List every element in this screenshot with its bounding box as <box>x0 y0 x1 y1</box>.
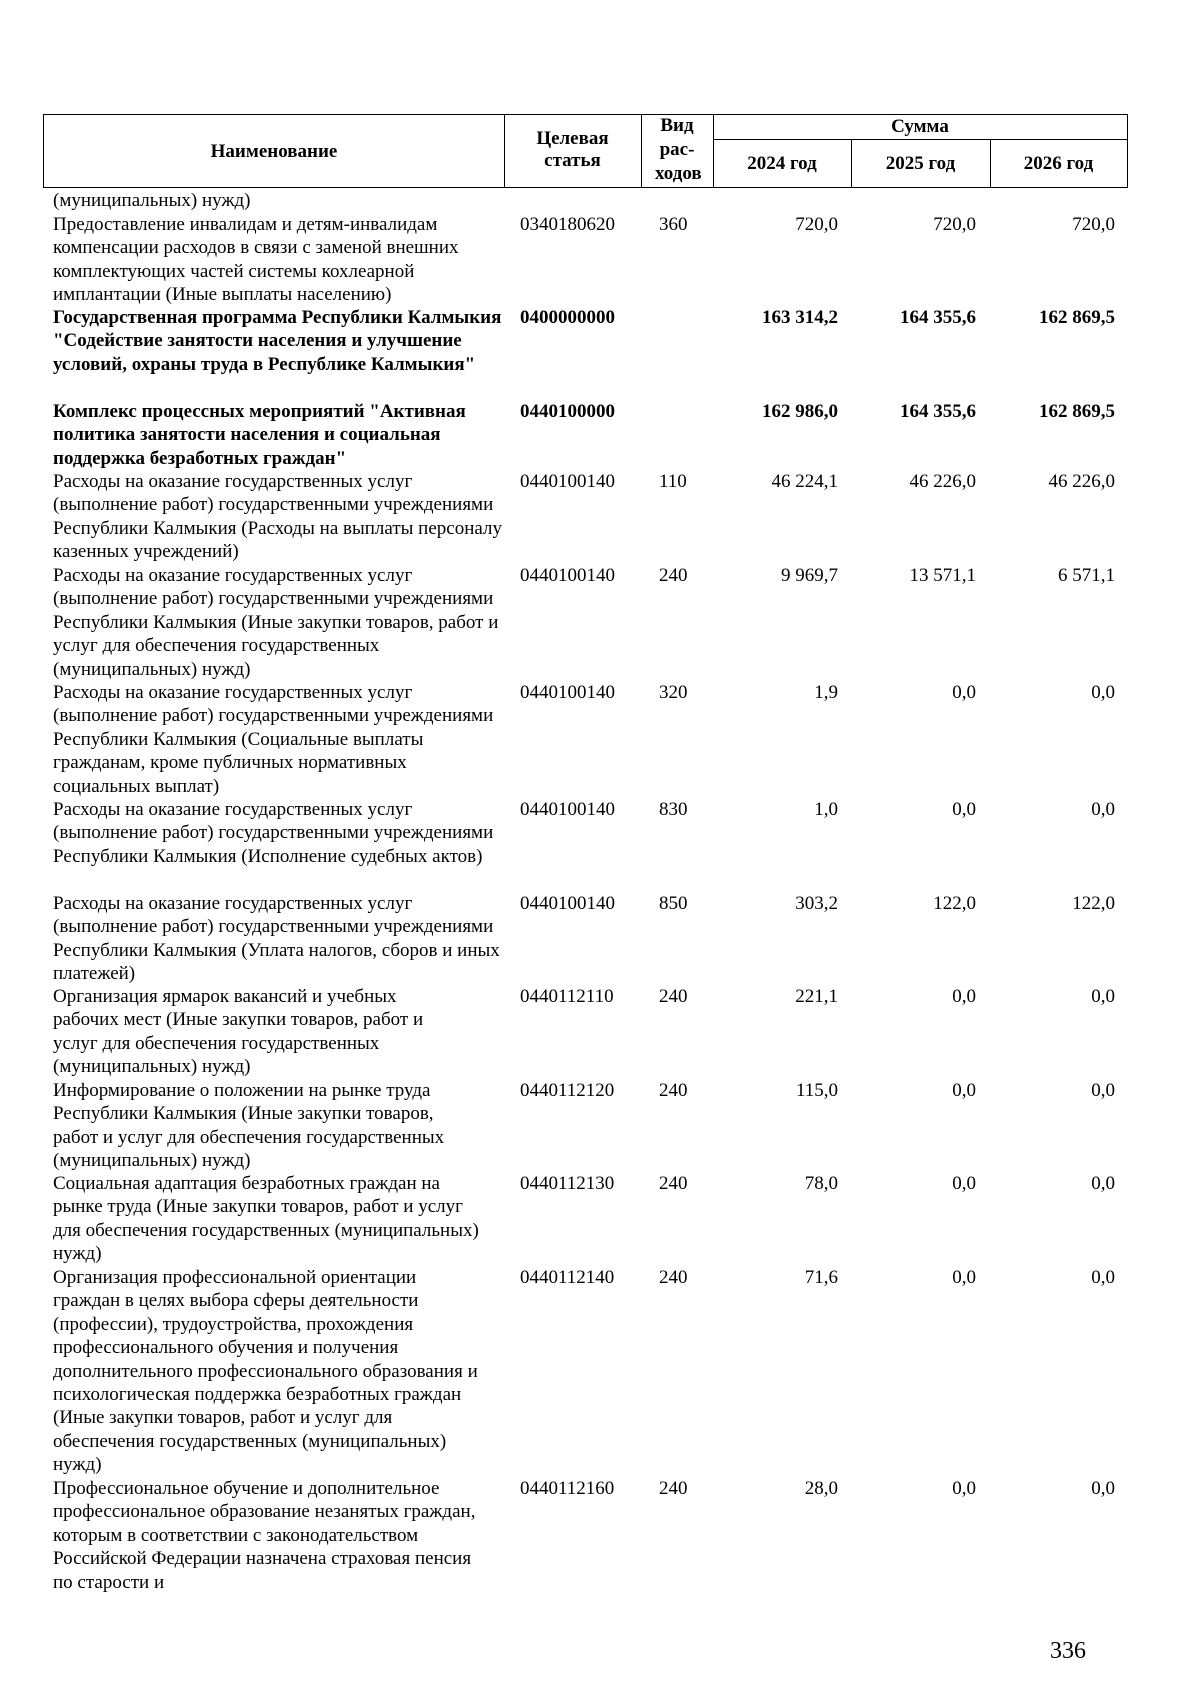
row-name: Организация профессиональной ориентации граждан в целях выбора сферы деятельности (профессии), трудоустройства, прохождения профессионального обучения и получения дополнительного профессионального образования и психологическая поддержка безработных граждан (Иные закупки товаров, работ и услуг для обеспечения государственных (муниципальных) нужд) <box>53 1267 478 1476</box>
row-name: (муниципальных) нужд) <box>53 190 251 211</box>
row-expense-type: 830 <box>659 799 688 820</box>
row-name: Расходы на оказание государственных услуг (выполнение работ) государственными учреждениями Республики Калмыкия (Расходы на выплаты персоналу казенных учреждений) <box>53 471 502 563</box>
row-name: Государственная программа Республики Калмыкия "Содействие занятости населения и улучшение условий, охраны труда в Республике Калмыкия" <box>53 307 502 375</box>
row-sum-2026: 162 869,5 <box>1039 401 1115 422</box>
row-expense-type: 240 <box>659 1478 688 1499</box>
row-sum-2024: 71,6 <box>804 1267 838 1288</box>
row-sum-2024: 163 314,2 <box>762 307 838 328</box>
row-sum-2025: 164 355,6 <box>900 307 976 328</box>
header-expense-type: Вид рас-ходов <box>655 115 702 184</box>
row-sum-2024: 1,0 <box>814 799 838 820</box>
row-sum-2026: 0,0 <box>1091 799 1115 820</box>
row-sum-2026: 46 226,0 <box>1048 471 1115 492</box>
row-code: 0440112120 <box>520 1080 615 1101</box>
header-sum: Сумма <box>891 116 949 137</box>
row-code: 0440112140 <box>520 1267 615 1288</box>
row-name: Социальная адаптация безработных граждан на рынке труда (Иные закупки товаров, работ и услуг для обеспечения государственных (муниципальных) нужд) <box>53 1173 479 1265</box>
row-expense-type: 320 <box>659 682 688 703</box>
row-name: Информирование о положении на рынке труда Республики Калмыкия (Иные закупки товаров, работ и услуг для обеспечения государственных (муниципальных) нужд) <box>53 1080 445 1172</box>
table-header <box>43 114 1128 188</box>
row-sum-2024: 221,1 <box>795 986 838 1007</box>
row-sum-2025: 164 355,6 <box>900 401 976 422</box>
header-target-article: Целевая статья <box>536 128 609 171</box>
row-expense-type: 360 <box>659 214 688 235</box>
row-expense-type: 240 <box>659 1267 688 1288</box>
header-year-2025: 2025 год <box>885 153 956 174</box>
row-name: Предоставление инвалидам и детям-инвалидам компенсации расходов в связи с заменой внешних комплектующих частей системы кохлеарной имплантации (Иные выплаты населению) <box>53 214 459 306</box>
row-sum-2024: 46 224,1 <box>771 471 838 492</box>
row-sum-2024: 9 969,7 <box>781 565 838 586</box>
row-code: 0440100140 <box>520 565 615 586</box>
row-code: 0440100140 <box>520 799 615 820</box>
row-sum-2025: 0,0 <box>952 986 976 1007</box>
row-sum-2024: 28,0 <box>804 1478 838 1499</box>
row-code: 0440100000 <box>520 401 615 422</box>
row-expense-type: 240 <box>659 1080 688 1101</box>
row-sum-2026: 0,0 <box>1091 682 1115 703</box>
row-name: Расходы на оказание государственных услуг (выполнение работ) государственными учреждениями Республики Калмыкия (Иные закупки товаров, работ и услуг для обеспечения государственных (муниципальных) нужд) <box>53 565 499 680</box>
row-name: Комплекс процессных мероприятий "Активная политика занятости населения и социальная поддержка безработных граждан" <box>53 401 466 469</box>
row-expense-type: 240 <box>659 565 688 586</box>
row-sum-2024: 115,0 <box>795 1080 838 1101</box>
row-code: 0400000000 <box>520 307 615 328</box>
row-sum-2025: 720,0 <box>933 214 976 235</box>
row-name: Организация ярмарок вакансий и учебных рабочих мест (Иные закупки товаров, работ и услуг для обеспечения государственных (муниципальных) нужд) <box>53 986 424 1078</box>
row-sum-2025: 0,0 <box>952 1267 976 1288</box>
header-name: Наименование <box>210 141 338 162</box>
row-sum-2025: 0,0 <box>952 1173 976 1194</box>
row-sum-2025: 122,0 <box>933 893 976 914</box>
row-sum-2026: 0,0 <box>1091 1173 1115 1194</box>
row-sum-2024: 78,0 <box>804 1173 838 1194</box>
row-expense-type: 850 <box>659 893 688 914</box>
row-sum-2024: 162 986,0 <box>762 401 838 422</box>
row-name: Расходы на оказание государственных услуг (выполнение работ) государственными учреждениями Республики Калмыкия (Социальные выплаты гражданам, кроме публичных нормативных социальных выплат) <box>53 682 494 797</box>
row-sum-2024: 303,2 <box>795 893 838 914</box>
row-sum-2026: 0,0 <box>1091 1478 1115 1499</box>
row-sum-2025: 0,0 <box>952 799 976 820</box>
row-sum-2024: 1,9 <box>814 682 838 703</box>
row-name: Расходы на оказание государственных услуг (выполнение работ) государственными учреждениями Республики Калмыкия (Исполнение судебных актов) <box>53 799 494 867</box>
row-sum-2024: 720,0 <box>795 214 838 235</box>
row-sum-2025: 13 571,1 <box>909 565 976 586</box>
row-expense-type: 240 <box>659 986 688 1007</box>
row-expense-type: 240 <box>659 1173 688 1194</box>
row-sum-2026: 0,0 <box>1091 986 1115 1007</box>
header-divider <box>713 139 1127 140</box>
row-code: 0440112130 <box>520 1173 615 1194</box>
header-year-2026: 2026 год <box>1023 153 1094 174</box>
row-code: 0440100140 <box>520 471 615 492</box>
row-sum-2025: 46 226,0 <box>909 471 976 492</box>
row-name: Расходы на оказание государственных услуг (выполнение работ) государственными учреждениями Республики Калмыкия (Уплата налогов, сборов и иных платежей) <box>53 893 500 985</box>
row-sum-2026: 720,0 <box>1072 214 1115 235</box>
row-sum-2025: 0,0 <box>952 1080 976 1101</box>
row-sum-2026: 6 571,1 <box>1058 565 1115 586</box>
row-name: Профессиональное обучение и дополнительное профессиональное образование незанятых граждан, которым в соответствии с законодательством Российской Федерации назначена страховая пенсия по старости и <box>53 1478 476 1593</box>
row-code: 0440112110 <box>520 986 614 1007</box>
row-expense-type: 110 <box>659 471 687 492</box>
row-sum-2025: 0,0 <box>952 1478 976 1499</box>
row-code: 0440100140 <box>520 682 615 703</box>
header-year-2024: 2024 год <box>747 153 817 174</box>
row-code: 0440112160 <box>520 1478 615 1499</box>
row-sum-2026: 0,0 <box>1091 1267 1115 1288</box>
row-sum-2026: 162 869,5 <box>1039 307 1115 328</box>
row-sum-2026: 122,0 <box>1072 893 1115 914</box>
page-number: 336 <box>1050 1638 1086 1664</box>
row-code: 0440100140 <box>520 893 615 914</box>
row-code: 0340180620 <box>520 214 615 235</box>
row-sum-2026: 0,0 <box>1091 1080 1115 1101</box>
row-sum-2025: 0,0 <box>952 682 976 703</box>
